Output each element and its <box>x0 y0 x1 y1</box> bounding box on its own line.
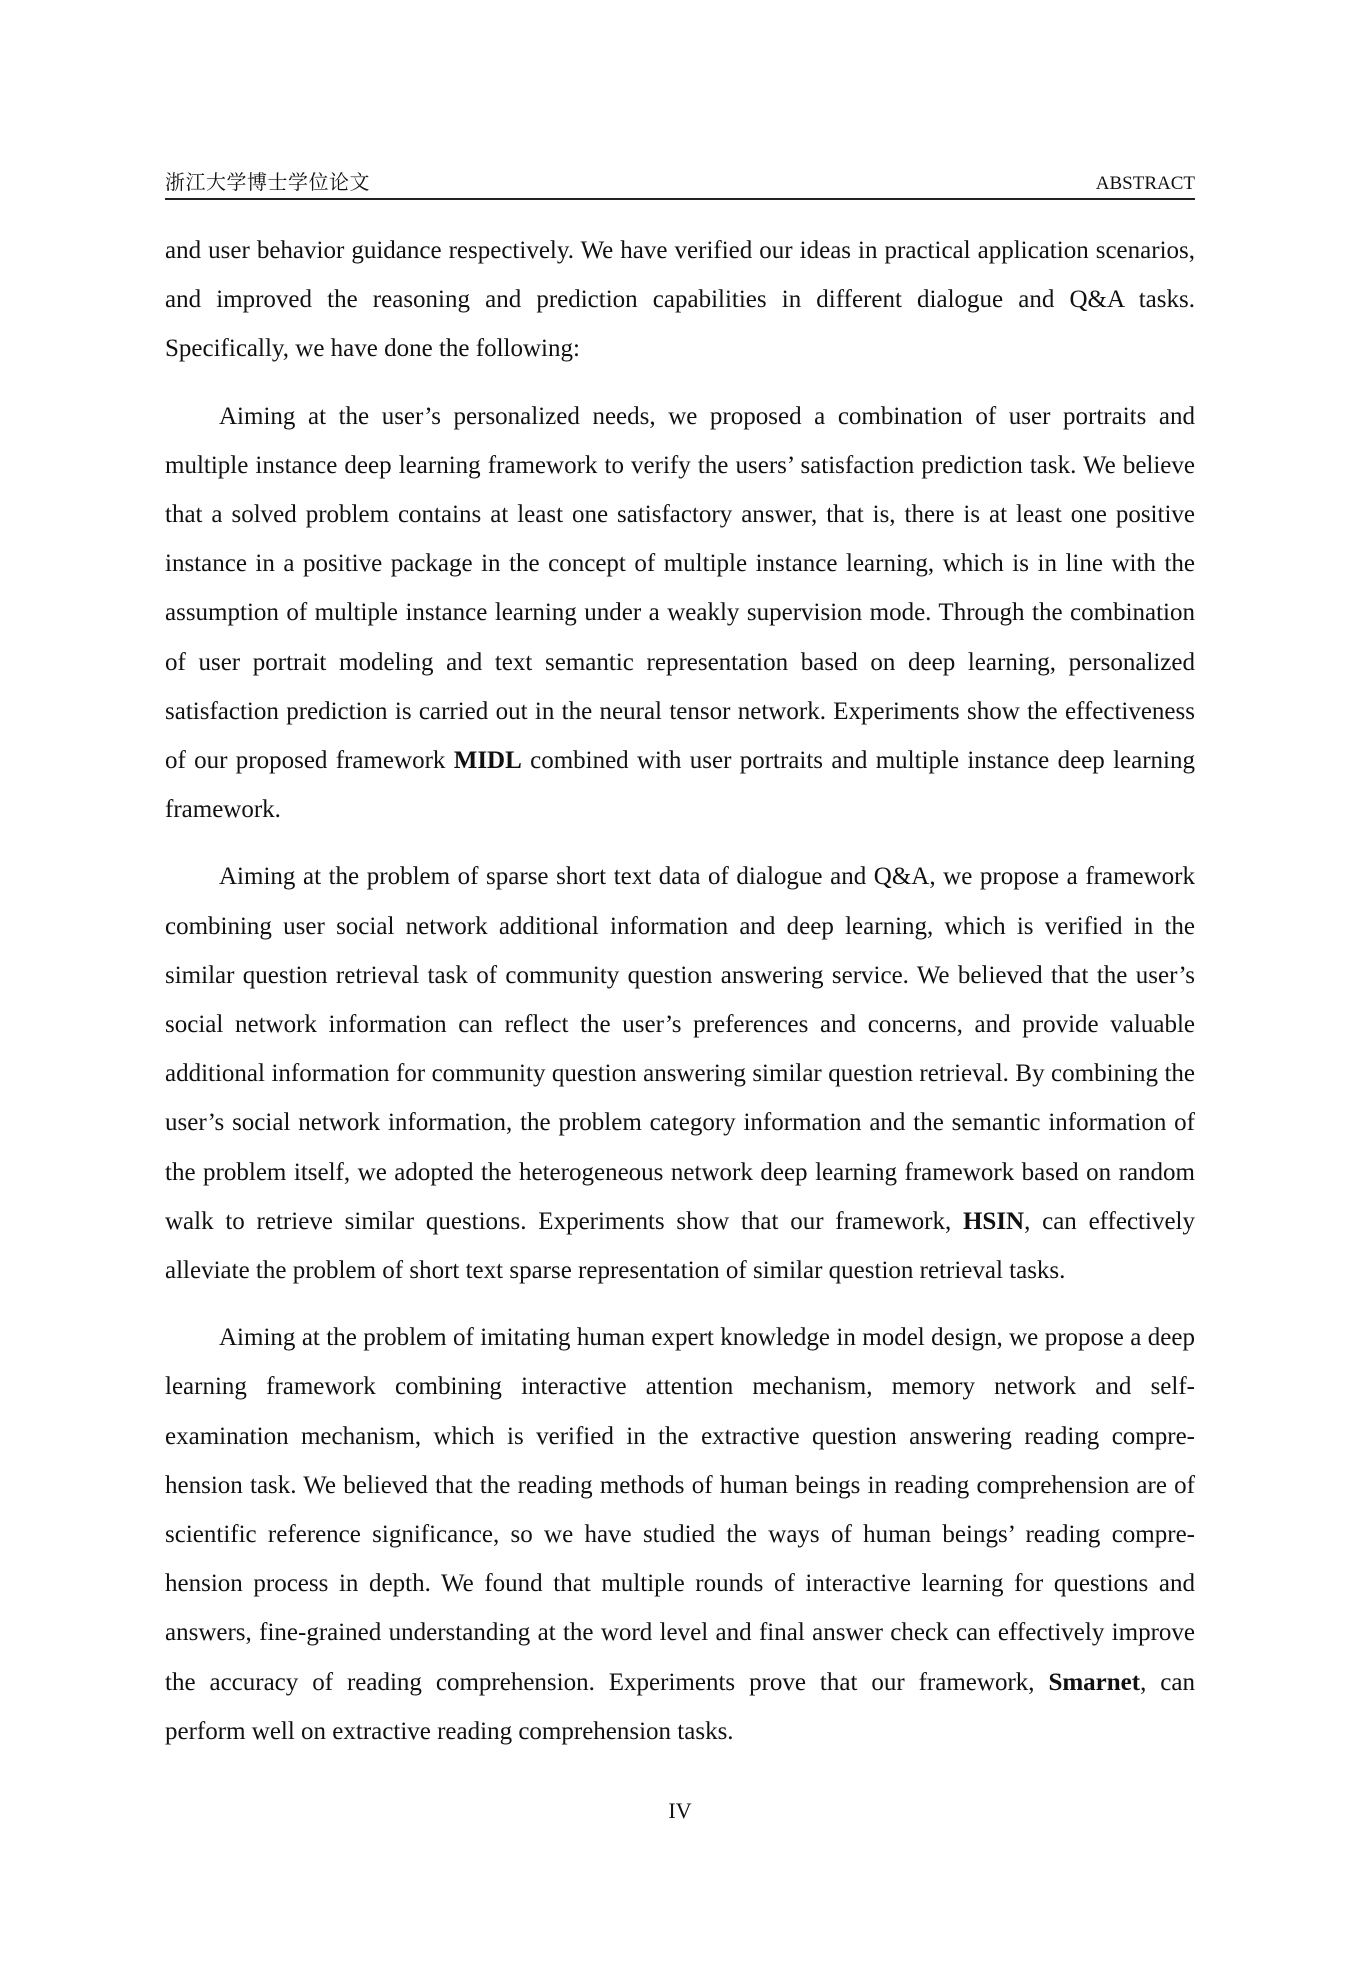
paragraph-midl: Aiming at the user’s personalized needs, we proposed a combination of user portraits and multiple instance deep learning framework to verify the users’ satisfaction prediction task. We believe that a solved problem contains at least one satisfactory answer, that is, there is at least one positive instance in a positive package in the concept of multiple instance learning, which is in line with the assumption of multiple instance learning under a weakly supervision mode. Through the combination of user portrait modeling and text semantic representation based on deep learning, personalized satisfaction prediction is carried out in the neural tensor network. Experiments show the effectiveness of our proposed framework MIDL combined with user portraits and multiple instance deep learning framework. <box>165 402 1195 824</box>
header-section-title: ABSTRACT <box>1095 173 1195 194</box>
framework-name-smarnet: Smarnet <box>1048 1668 1141 1696</box>
running-header <box>165 168 1195 200</box>
paragraph-smarnet: Aiming at the problem of imitating human expert knowledge in model design, we propose a deep learning framework combining interactive attention mechanism, memory network and self-examination mechanism, which is verified in the extractive question answering reading comprehension task. We believed that the reading methods of human beings in reading comprehension are of scientific reference significance, so we have studied the ways of human beings’ reading comprehension process in depth. We found that multiple rounds of interactive learning for questions and answers, fine-grained understanding at the word level and final answer check can effectively improve the accuracy of reading comprehension. Experiments prove that our framework, Smarnet, can perform well on extractive reading comprehension tasks. <box>165 1324 1195 1745</box>
abstract-body <box>165 226 1195 1756</box>
page-number: IV <box>668 1798 692 1823</box>
paragraph-hsin: Aiming at the problem of sparse short text data of dialogue and Q&A, we propose a framework combining user social network additional information and deep learning, which is verified in the similar question retrieval task of community question answering service. We believed that the user’s social network information can reflect the user’s preferences and concerns, and provide valuable additional information for community question answering similar question retrieval. By combining the user’s social network information, the problem category information and the semantic information of the problem itself, we adopted the heterogeneous network deep learning framework based on random walk to retrieve similar questions. Experiments show that our framework, HSIN, can effectively alleviate the problem of short text sparse representation of similar question retrieval tasks. <box>165 863 1195 1285</box>
framework-name-hsin: HSIN <box>962 1207 1025 1235</box>
paragraph-intro: and user behavior guidance respectively. We have verified our ideas in practical application scenarios, and improved the reasoning and prediction capabilities in different dialogue and Q&A tasks. Specifically, we have done the following: <box>165 237 1195 363</box>
framework-name-midl: MIDL <box>453 747 522 775</box>
header-thesis-title: 浙江大学博士学位论文 <box>165 170 370 194</box>
